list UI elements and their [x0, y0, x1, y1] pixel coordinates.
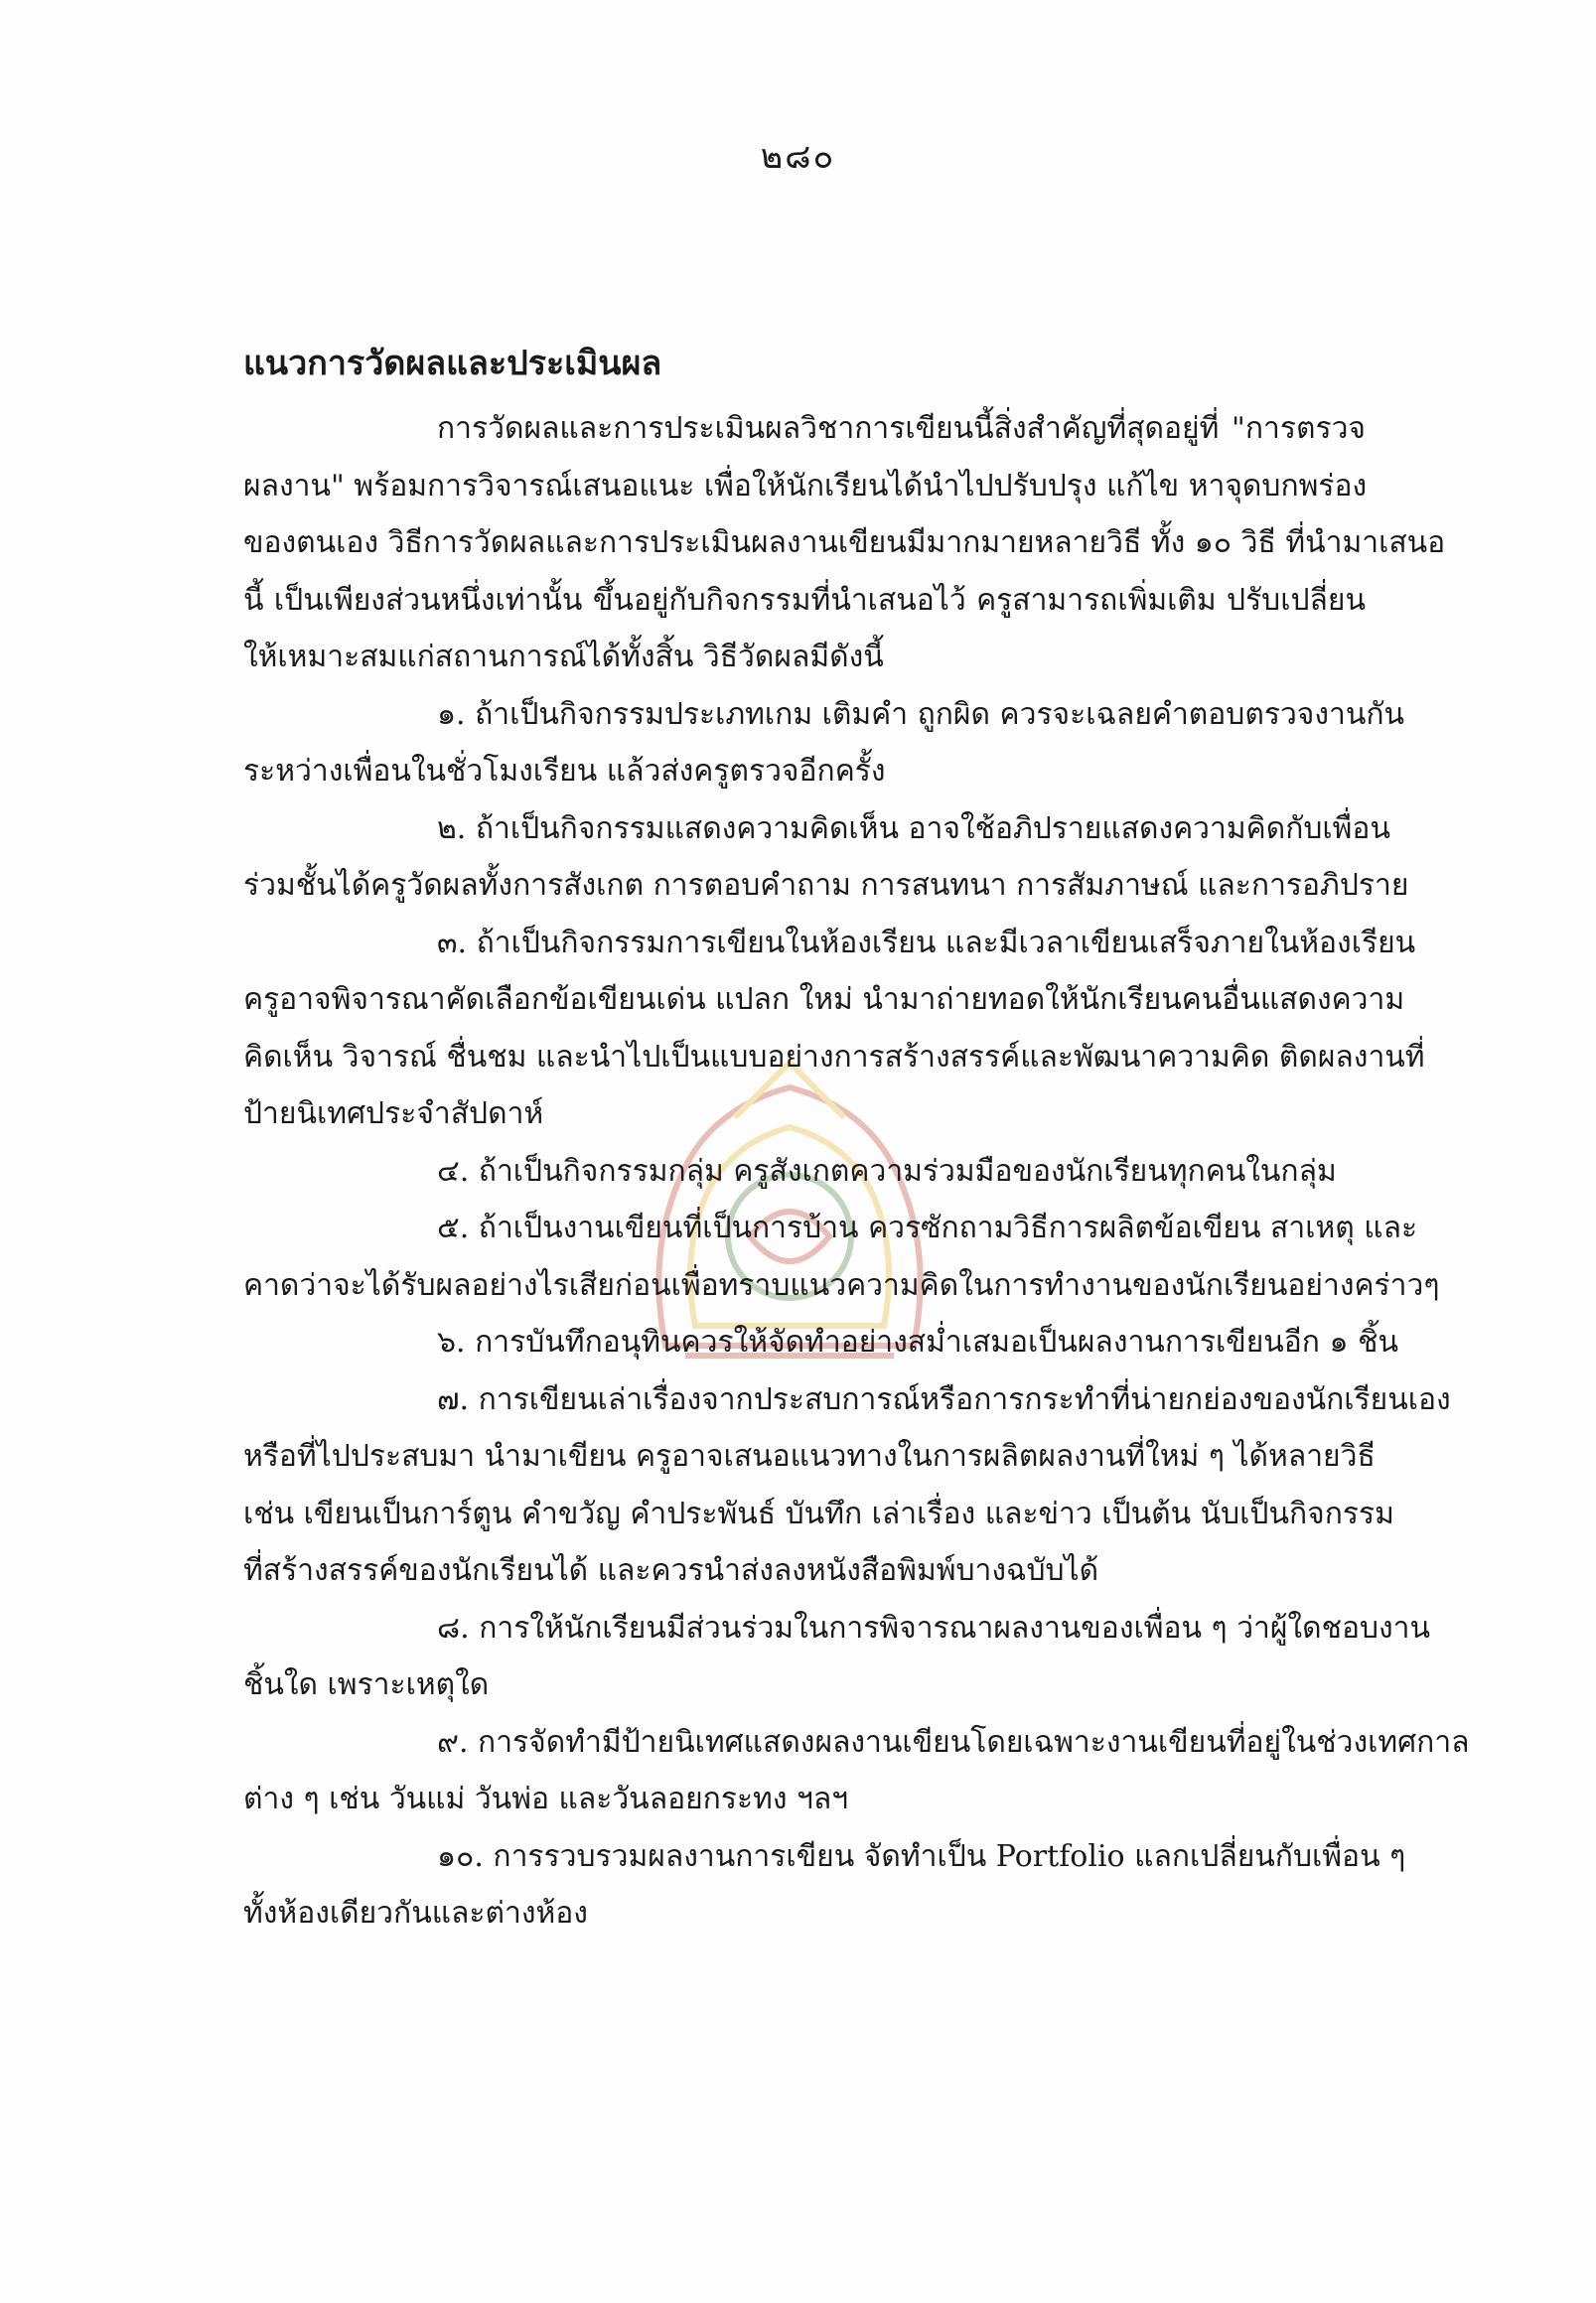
text-line: ๘. การให้นักเรียนมีส่วนร่วมในการพิจารณาผลงานของเพื่อน ๆ ว่าผู้ใดชอบงาน — [437, 1611, 1431, 1646]
text-line: เช่น เขียนเป็นการ์ตูน คำขวัญ คำประพันธ์ บันทึก เล่าเรื่อง และข่าว เป็นต้น นับเป็นกิจกรรม — [243, 1497, 1394, 1531]
text-line: การวัดผลและการประเมินผลวิชาการเขียนนี้สิ่งสำคัญที่สุดอยู่ที่ "การตรวจ — [437, 411, 1366, 446]
text-line: ๗. การเขียนเล่าเรื่องจากประสบการณ์หรือการกระทำที่น่ายกย่องของนักเรียนเอง — [437, 1382, 1451, 1417]
text-line: นี้ เป็นเพียงส่วนหนึ่งเท่านั้น ขึ้นอยู่กับกิจกรรมที่นำเสนอไว้ ครูสามารถเพิ่มเติม ปรับเปลี่ยน — [243, 583, 1366, 618]
text-line: หรือที่ไปประสบมา นำมาเขียน ครูอาจเสนอแนวทางในการผลิตผลงานที่ใหม่ ๆ ได้หลายวิธี — [243, 1439, 1376, 1474]
text-line: ต่าง ๆ เช่น วันแม่ วันพ่อ และวันลอยกระทง ฯลฯ — [243, 1782, 849, 1816]
text-line: ระหว่างเพื่อนในชั่วโมงเรียน แล้วส่งครูตรวจอีกครั้ง — [243, 754, 886, 789]
text-line: ๕. ถ้าเป็นงานเขียนที่เป็นการบ้าน ควรซักถามวิธีการผลิตข้อเขียน สาเหตุ และ — [437, 1211, 1418, 1245]
text-line: ทั้งห้องเดียวกันและต่างห้อง — [243, 1896, 588, 1931]
section-heading: แนวการวัดผลและประเมินผล — [243, 344, 662, 383]
text-line: ป้ายนิเทศประจำสัปดาห์ — [243, 1096, 544, 1131]
text-line: ผลงาน" พร้อมการวิจารณ์เสนอแนะ เพื่อให้นักเรียนได้นำไปปรับปรุง แก้ไข หาจุดบกพร่อง — [243, 469, 1368, 504]
text-line: ๖. การบันทึกอนุทินควรให้จัดทำอย่างสม่ำเสมอเป็นผลงานการเขียนอีก ๑ ชิ้น — [437, 1325, 1398, 1360]
text-line: ๑. ถ้าเป็นกิจกรรมประเภทเกม เติมคำ ถูกผิด ควรจะเฉลยคำตอบตรวจงานกัน — [437, 697, 1405, 732]
text-line: ร่วมชั้นได้ครูวัดผลทั้งการสังเกต การตอบคำถาม การสนทนา การสัมภาษณ์ และการอภิปราย — [243, 868, 1409, 903]
text-line: ๒. ถ้าเป็นกิจกรรมแสดงความคิดเห็น อาจใช้อภิปรายแสดงความคิดกับเพื่อน — [437, 811, 1390, 846]
text-line: ชิ้นใด เพราะเหตุใด — [243, 1667, 490, 1702]
text-line: ๙. การจัดทำมีป้ายนิเทศแสดงผลงานเขียนโดยเฉพาะงานเขียนที่อยู่ในช่วงเทศกาล — [437, 1725, 1470, 1760]
text-line: ๔. ถ้าเป็นกิจกรรมกลุ่ม ครูสังเกตความร่วมมือของนักเรียนทุกคนในกลุ่ม — [437, 1154, 1337, 1189]
text-line: ให้เหมาะสมแก่สถานการณ์ได้ทั้งสิ้น วิธีวัดผลมีดังนี้ — [243, 640, 884, 674]
text-line: ที่สร้างสรรค์ของนักเรียนได้ และควรนำส่งลงหนังสือพิมพ์บางฉบับได้ — [243, 1553, 1099, 1588]
text-line: ๓. ถ้าเป็นกิจกรรมการเขียนในห้องเรียน และมีเวลาเขียนเสร็จภายในห้องเรียน — [437, 926, 1416, 960]
text-line: ๑๐. การรวบรวมผลงานการเขียน จัดทำเป็น Portfolio แลกเปลี่ยนกับเพื่อน ๆ — [437, 1839, 1406, 1874]
page-number: ๒๘๐ — [760, 137, 836, 177]
text-line: คาดว่าจะได้รับผลอย่างไรเสียก่อนเพื่อทราบแนวความคิดในการทำงานของนักเรียนอย่างคร่าวๆ — [243, 1268, 1440, 1303]
text-line: ของตนเอง วิธีการวัดผลและการประเมินผลงานเขียนมีมากมายหลายวิธี ทั้ง ๑๐ วิธี ที่นำมาเสนอ — [243, 525, 1446, 560]
text-line: ครูอาจพิจารณาคัดเลือกข้อเขียนเด่น แปลก ใหม่ นำมาถ่ายทอดให้นักเรียนคนอื่นแสดงความ — [243, 982, 1405, 1017]
text-line: คิดเห็น วิจารณ์ ชื่นชม และนำไปเป็นแบบอย่างการสร้างสรรค์และพัฒนาความคิด ติดผลงานที่ — [243, 1040, 1425, 1075]
